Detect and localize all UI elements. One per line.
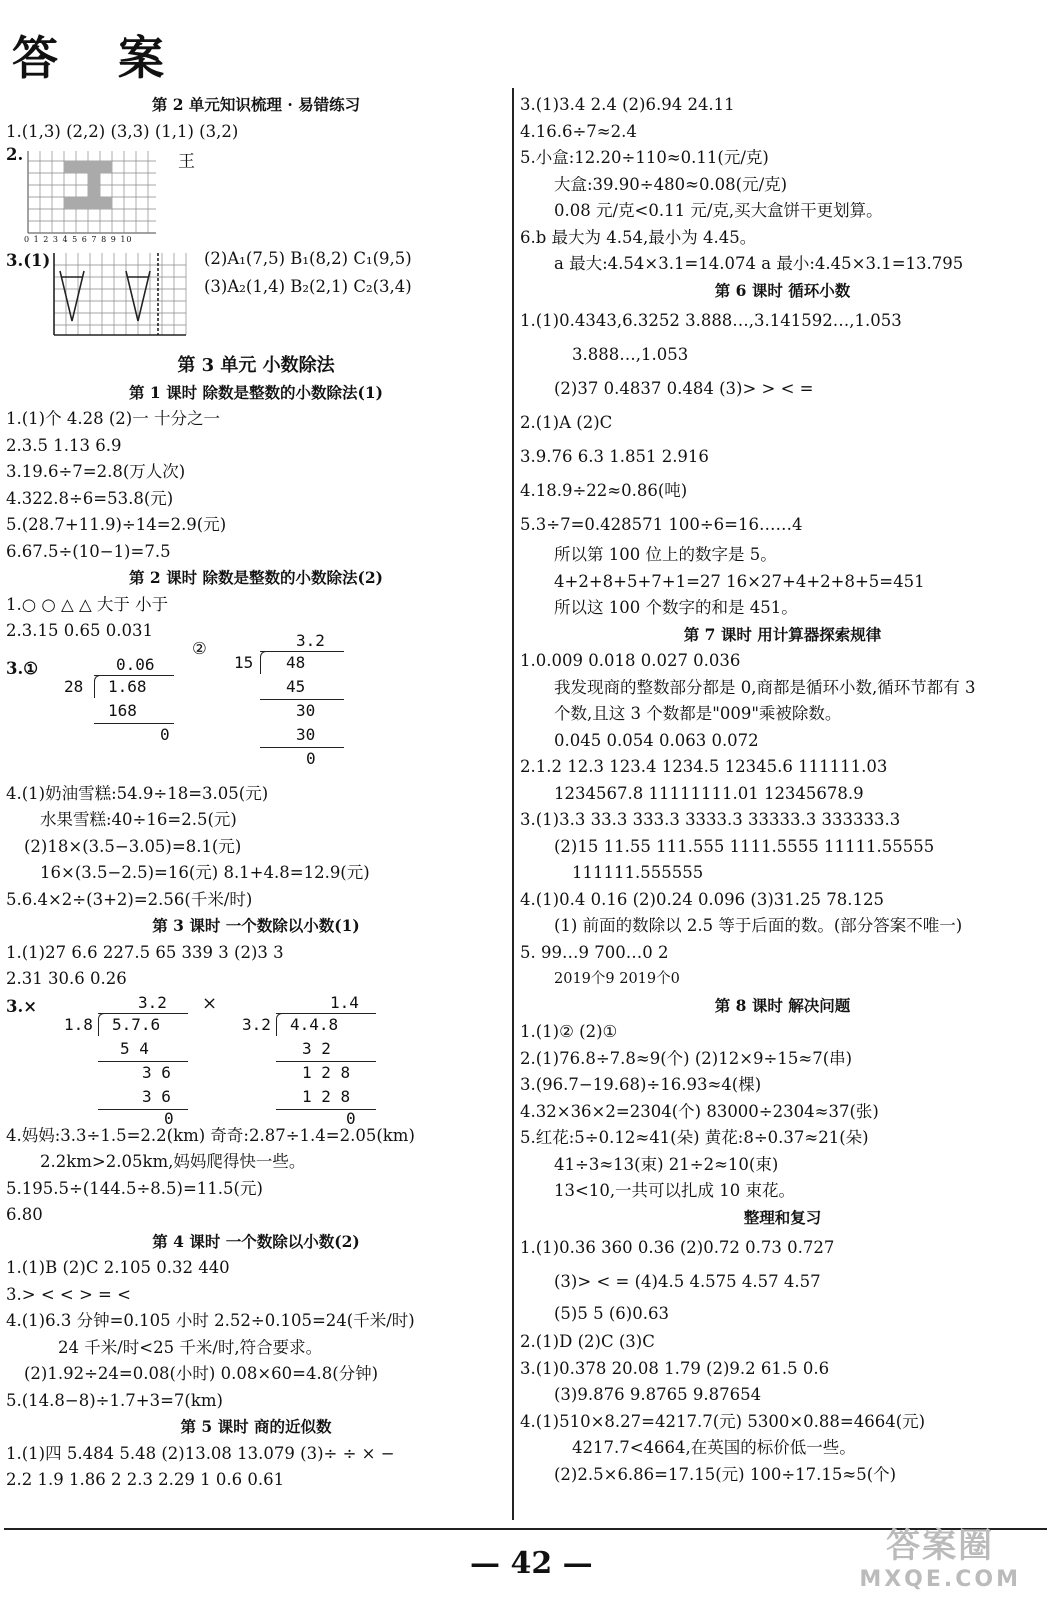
long-division-4 (242, 992, 392, 1128)
answer-line: 5.(28.7+11.9)÷14=2.9(元) (6, 515, 227, 534)
lesson-heading: 第 6 课时 循环小数 (714, 280, 851, 300)
long-division-2 (234, 631, 354, 781)
quotient: 0.06 (116, 654, 155, 674)
answer-line: 1.(1)四 5.484 5.48 (2)13.08 13.079 (3)÷ ÷ × − (6, 1443, 395, 1463)
remainder: 0 (346, 1108, 356, 1128)
divisor: 3.2 (242, 1014, 271, 1034)
answer-line: 41÷3≈13(束) 21÷2≈10(束) (554, 1154, 779, 1174)
divisor: 28 (64, 676, 84, 696)
answer-line: 我发现商的整数部分都是 0,商都是循环小数,循环节都有 3 (554, 677, 976, 697)
answer-line: 5.红花:5÷0.12≈41(朵) 黄花:8÷0.37≈21(朵) (520, 1128, 869, 1147)
answer-line: 3.(1)3.3 33.3 333.3 3333.3 33333.3 333333.3 (520, 810, 901, 829)
lesson-heading: 第 3 课时 一个数除以小数(1) (152, 916, 360, 935)
remainder: 0 (164, 1108, 174, 1128)
answer-line: 4.(1)0.4 0.16 (2)0.24 0.096 (3)31.25 78.125 (520, 889, 885, 909)
lesson-heading: 第 1 课时 除数是整数的小数除法(1) (129, 382, 383, 402)
divisor: 1.8 (64, 1014, 93, 1034)
remainder: 0 (160, 724, 170, 744)
divisor: 15 (234, 652, 254, 672)
answer-line: 3.(1)3.4 2.4 (2)6.94 24.11 (520, 95, 735, 114)
answer-line: 0.08 元/克<0.11 元/克,买大盒饼干更划算。 (554, 201, 883, 220)
answer-line: 4.妈妈:3.3÷1.5=2.2(km) 奇奇:2.87÷1.4=2.05(km) (6, 1125, 415, 1145)
answer-line: 5.6.4×2÷(3+2)=2.56(千米/时) (6, 889, 253, 909)
page-title: 答 案 (12, 31, 187, 85)
answer-line: 1.○ ○ △ △ 大于 小于 (6, 594, 169, 614)
answer-line: 6.80 (6, 1205, 43, 1224)
column-divider (512, 88, 514, 1520)
lesson-heading: 第 7 课时 用计算器探索规律 (683, 624, 882, 644)
lesson-heading: 第 4 课时 一个数除以小数(2) (152, 1231, 360, 1251)
grid-answer-word: 王 (178, 152, 195, 172)
grid-axis-labels: 0 1 2 3 4 5 6 7 8 9 10 (24, 235, 133, 244)
answer-label: 3.① (6, 658, 39, 678)
answer-line: 1234567.8 11111111.01 12345678.9 (554, 783, 864, 803)
long-division-3 (64, 992, 204, 1128)
answer-mark: × (202, 992, 218, 1014)
answer-line: 所以这 100 个数字的和是 451。 (554, 598, 798, 617)
answer-line: 1.0.009 0.018 0.027 0.036 (520, 651, 741, 670)
answer-line: 3.> < < > = < (6, 1284, 131, 1304)
answer-line: 2.3.15 0.65 0.031 (6, 621, 153, 640)
partial-product: 1 2 8 (302, 1086, 351, 1106)
answer-line: 2.2 1.9 1.86 2 2.3 2.29 1 0.6 0.61 (6, 1470, 285, 1489)
partial-product: 3 2 (302, 1038, 331, 1058)
answer-line: 1.(1)0.36 360 0.36 (2)0.72 0.73 0.727 (520, 1238, 835, 1257)
watermark-url: MXQE.COM (859, 1567, 1021, 1592)
watermark-logo (859, 1518, 1021, 1592)
long-division-1 (64, 655, 184, 755)
long-division-block (6, 992, 506, 1128)
answer-line: 3.9.76 6.3 1.851 2.916 (520, 447, 709, 466)
answer-line: 3.(96.7−19.68)÷16.93≈4(棵) (520, 1075, 762, 1094)
answer-line: 2.3.5 1.13 6.9 (6, 435, 122, 455)
remainder: 0 (306, 748, 316, 768)
answer-label: 3.(1) (6, 251, 51, 270)
answer-line: 13<10,一共可以扎成 10 束花。 (554, 1181, 796, 1200)
answer-line: (3)9.876 9.8765 9.87654 (554, 1385, 762, 1404)
answer-line: 1.(1)0.4343,6.3252 3.888…,3.141592…,1.053 (520, 311, 902, 330)
answer-label: ② (192, 638, 207, 658)
lesson-heading: 整理和复习 (743, 1207, 822, 1227)
quotient: 1.4 (330, 992, 359, 1012)
answer-line: a 最大:4.54×3.1=14.074 a 最小:4.45×3.1=13.795 (554, 254, 964, 273)
answer-line: 111111.555555 (572, 863, 704, 882)
answer-line: 3.888…,1.053 (572, 345, 689, 364)
answer-label: 2. (6, 145, 24, 164)
watermark-title: 答案圈 (886, 1526, 995, 1566)
quotient: 3.2 (296, 630, 325, 650)
partial-product: 5 4 (120, 1038, 149, 1058)
grid-figure-block (6, 145, 506, 249)
answer-line: (2)2.5×6.86=17.15(元) 100÷17.15≈5(个) (554, 1464, 897, 1484)
answer-line: (3)A₂(1,4) B₂(2,1) C₂(3,4) (204, 277, 412, 296)
lesson-heading: 第 2 课时 除数是整数的小数除法(2) (129, 568, 383, 587)
answer-line: 4.18.9÷22≈0.86(吨) (520, 481, 688, 500)
answer-line: 2.2km>2.05km,妈妈爬得快一些。 (40, 1152, 306, 1171)
reflection-figure-block (6, 249, 506, 353)
partial-product: 168 (108, 700, 137, 720)
left-column (6, 92, 506, 1494)
answer-line: 6.b 最大为 4.54,最小为 4.45。 (520, 227, 757, 247)
unit-heading: 第 3 单元 小数除法 (177, 355, 335, 376)
answer-line: 4.(1)510×8.27=4217.7(元) 5300×0.88=4664(元) (520, 1411, 926, 1431)
partial-difference: 1 2 8 (302, 1062, 351, 1082)
dividend: 4.4.8 (290, 1014, 339, 1034)
answer-line: 2019个9 2019个0 (554, 971, 680, 987)
answer-line: (1) 前面的数除以 2.5 等于后面的数。(部分答案不唯一) (554, 916, 963, 935)
partial-difference: 3 6 (142, 1062, 171, 1082)
answer-line: 3.(1)0.378 20.08 1.79 (2)9.2 61.5 0.6 (520, 1358, 830, 1378)
section-heading: 第 2 单元知识梳理 · 易错练习 (151, 95, 361, 114)
page-number: — 42 — (470, 1546, 593, 1581)
answer-line: (2)37 0.4837 0.484 (3)> > < = (554, 379, 814, 398)
answer-line: 0.045 0.054 0.063 0.072 (554, 730, 759, 750)
answer-line: 1.(1)个 4.28 (2)一 十分之一 (6, 409, 220, 428)
answer-line: 4.(1)6.3 分钟=0.105 小时 2.52÷0.105=24(千米/时) (6, 1311, 415, 1330)
partial-difference: 30 (296, 700, 316, 720)
answer-line: (2)18×(3.5−3.05)=8.1(元) (24, 836, 242, 856)
answer-line: (2)1.92÷24=0.08(小时) 0.08×60=4.8(分钟) (24, 1364, 379, 1383)
answer-line: (5)5 5 (6)0.63 (554, 1304, 669, 1323)
answer-label: 3.× (6, 996, 38, 1016)
answer-line: 4+2+8+5+7+1=27 16×27+4+2+8+5=451 (554, 571, 925, 591)
answer-line: 2.(1)76.8÷7.8≈9(个) (2)12×9÷15≈7(串) (520, 1048, 853, 1068)
answer-line: 5.3÷7=0.428571 100÷6=16……4 (520, 515, 803, 534)
answer-line: 2.31 30.6 0.26 (6, 969, 127, 988)
answer-line: 2.(1)A (2)C (520, 413, 613, 432)
partial-product: 30 (296, 724, 316, 744)
lesson-heading: 第 5 课时 商的近似数 (180, 1417, 332, 1436)
answer-line: 6.67.5÷(10−1)=7.5 (6, 541, 171, 561)
answer-line: 1.(1)② (2)① (520, 1022, 618, 1041)
answer-line: 4.32×36×2=2304(个) 83000÷2304≈37(张) (520, 1101, 879, 1121)
answer-line: 1.(1)B (2)C 2.105 0.32 440 (6, 1258, 230, 1277)
answer-line: 所以第 100 位上的数字是 5。 (554, 545, 777, 564)
right-column (520, 92, 1045, 1488)
answer-line: 16×(3.5−2.5)=16(元) 8.1+4.8=12.9(元) (40, 863, 370, 882)
answer-line: 2.(1)D (2)C (3)C (520, 1332, 655, 1351)
answer-line: 5. 99…9 700…0 2 (520, 942, 669, 962)
lesson-heading: 第 8 课时 解决问题 (714, 995, 851, 1015)
answer-line: (3)> < = (4)4.5 4.575 4.57 4.57 (554, 1272, 821, 1291)
answer-line: 5.(14.8−8)÷1.7+3=7(km) (6, 1390, 223, 1410)
answer-line: 3.19.6÷7=2.8(万人次) (6, 462, 186, 481)
partial-product: 45 (286, 676, 306, 696)
dividend: 5.7.6 (112, 1014, 161, 1034)
answer-line: 4.16.6÷7≈2.4 (520, 121, 637, 141)
coordinate-grid-figure (16, 145, 166, 249)
answer-line: (2)A₁(7,5) B₁(8,2) C₁(9,5) (204, 249, 412, 268)
answer-line: 1.(1,3) (2,2) (3,3) (1,1) (3,2) (6, 121, 239, 141)
answer-line: 4.322.8÷6=53.8(元) (6, 488, 174, 508)
dividend: 48 (286, 652, 306, 672)
answer-line: (2)15 11.55 111.555 1111.5555 11111.55555 (554, 836, 935, 856)
reflection-grid-figure (48, 249, 198, 349)
answer-line: 4.(1)奶油雪糕:54.9÷18=3.05(元) (6, 783, 269, 803)
answer-line: 4217.7<4664,在英国的标价低一些。 (572, 1438, 856, 1457)
answer-line: 2.1.2 12.3 123.4 1234.5 12345.6 111111.03 (520, 757, 888, 776)
answer-line: 5.195.5÷(144.5÷8.5)=11.5(元) (6, 1178, 263, 1198)
answer-line: 个数,且这 3 个数都是"009"乘被除数。 (554, 704, 842, 723)
answer-line: 24 千米/时<25 千米/时,符合要求。 (58, 1337, 323, 1357)
answer-line: 水果雪糕:40÷16=2.5(元) (40, 810, 237, 829)
answer-line: 1.(1)27 6.6 227.5 65 339 3 (2)3 3 (6, 942, 284, 962)
answer-line: 大盒:39.90÷480≈0.08(元/克) (554, 174, 788, 194)
partial-product: 3 6 (142, 1086, 171, 1106)
answer-line: 5.小盒:12.20÷110≈0.11(元/克) (520, 148, 769, 167)
quotient: 3.2 (138, 992, 167, 1012)
dividend: 1.68 (108, 676, 147, 696)
